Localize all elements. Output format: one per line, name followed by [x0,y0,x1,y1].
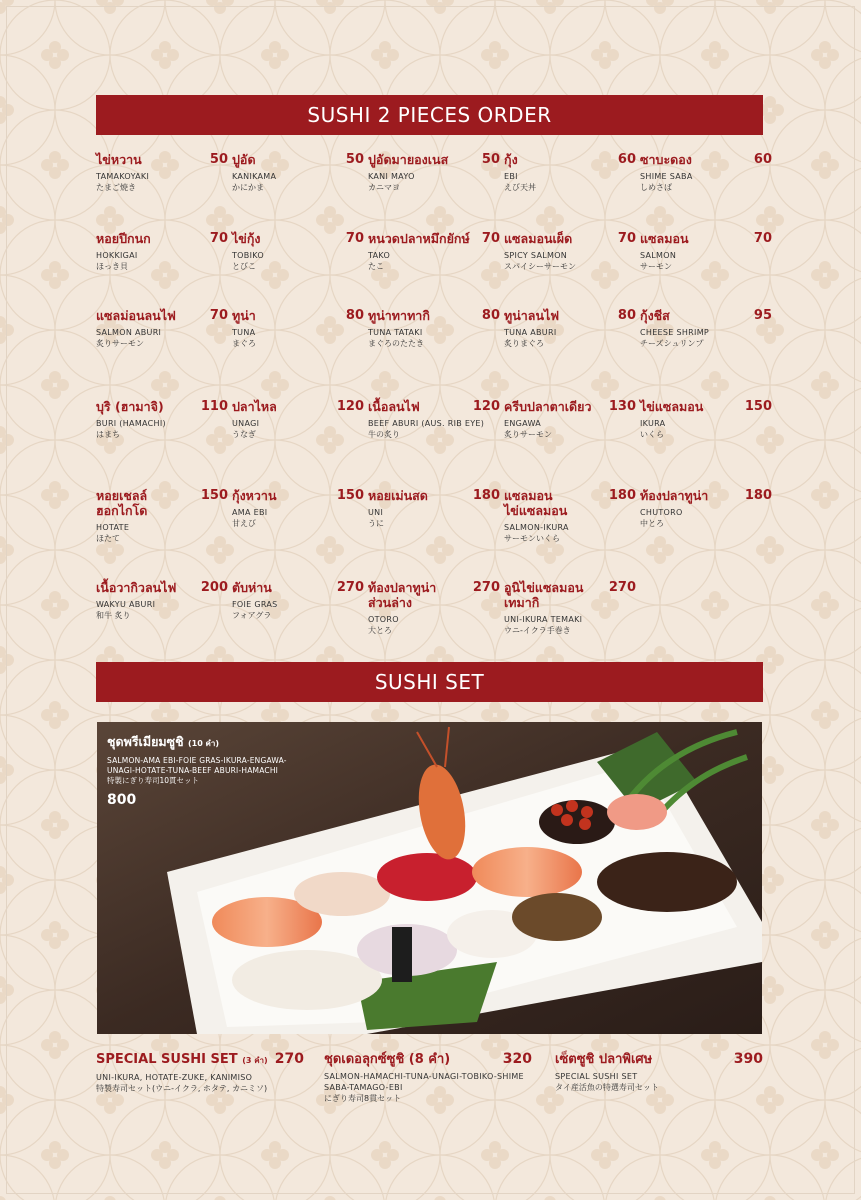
menu-item-price: 150 [336,488,364,503]
featured-set-japanese: 特製にぎり寿司10貫セット [107,776,200,785]
menu-item-header [96,231,228,246]
menu-item-header [640,488,772,503]
menu-item-english: TUNA TATAKI [368,328,423,337]
set-item-english: SPECIAL SUSHI SET [555,1072,638,1081]
menu-item [368,152,500,193]
menu-item-japanese: ウニ-イクラ手巻き [504,626,571,635]
menu-item-header [232,399,364,414]
menu-item-japanese: サーモン [640,262,672,271]
set-item-price: 390 [733,1051,763,1067]
menu-item-name: ครีบปลาตาเดียว [504,399,592,414]
menu-item-english: CHEESE SHRIMP [640,328,710,337]
menu-item-name: แซลมอน ไข่แซลมอน [504,488,568,518]
menu-item [504,152,636,193]
set-item-japanese: タイ産活魚の特選寿司セット [555,1083,659,1092]
menu-item-japanese: しめさば [640,183,672,192]
menu-item-price: 70 [617,231,636,246]
menu-item-name: เนื้อลนไฟ [368,399,420,414]
menu-item-english: UNAGI [232,419,260,428]
menu-item-japanese: えび天丼 [504,183,536,192]
featured-set-price: 800 [107,792,137,808]
menu-item-english: CHUTORO [640,508,683,517]
menu-item-price: 70 [209,231,228,246]
menu-item [640,308,772,349]
featured-set-name: ชุดพรีเมียมซูชิ [107,734,184,749]
set-item-name: เซ็ตซูชิ ปลาพิเศษ [555,1052,653,1067]
menu-item-header [504,580,636,610]
menu-item-english: OTORO [368,615,399,624]
menu-item-japanese: まぐろ [232,339,256,348]
menu-item-price: 270 [608,580,636,595]
menu-item-name: ทูน่าทาทากิ [368,308,430,323]
menu-item-english: BURI (HAMACHI) [96,419,166,428]
menu-item-english: SALMON ABURI [96,328,162,337]
menu-item [368,580,500,636]
menu-item-english: TUNA ABURI [504,328,557,337]
menu-item-name: อูนิไข่แซลมอน เทมากิ [504,580,584,610]
menu-item [640,152,772,193]
menu-item-price: 200 [200,580,228,595]
menu-item-header [232,308,364,323]
menu-item-japanese: 甘えび [232,519,256,528]
menu-item [96,308,228,349]
menu-item-price: 50 [481,152,500,167]
menu-item-price: 150 [200,488,228,503]
menu-item-english: SALMON-IKURA [504,523,569,532]
menu-item-name: หอยปีกนก [96,231,151,246]
menu-item-english: HOKKIGAI [96,251,138,260]
menu-item [640,399,772,440]
menu-item-name: กุ้ง [504,152,518,167]
menu-item-japanese: いくら [640,430,664,439]
menu-item-header [368,152,500,167]
menu-item-english: HOTATE [96,523,130,532]
menu-item-price: 80 [345,308,364,323]
menu-item [504,231,636,272]
menu-item-japanese: うに [368,519,384,528]
menu-item-name: บุริ (ฮามาจิ) [96,399,164,414]
menu-item-english: FOIE GRAS [232,600,278,609]
menu-item-japanese: ほっき貝 [96,262,128,271]
menu-item-english: KANIKAMA [232,172,277,181]
menu-item [640,231,772,272]
menu-item-name: หนวดปลาหมึกยักษ์ [368,231,470,246]
menu-item-price: 70 [481,231,500,246]
menu-item-header [504,152,636,167]
menu-item-name: ท้องปลาทูน่า [640,488,709,503]
menu-item-name: ท้องปลาทูน่า ส่วนล่าง [368,580,437,610]
menu-item-japanese: ほたて [96,534,120,543]
menu-item-name: กุ้งชีส [640,308,670,323]
menu-item-price: 130 [608,399,636,414]
menu-item [96,152,228,193]
menu-item-english: ENGAWA [504,419,542,428]
menu-item-header [368,308,500,323]
menu-item-header [232,580,364,595]
featured-set-title [107,732,307,752]
menu-item [232,308,364,349]
menu-item-name: หอยเม่นสด [368,488,428,503]
menu-item [368,488,500,529]
menu-item-price: 180 [472,488,500,503]
menu-item-header [232,231,364,246]
menu-item-header [504,399,636,414]
menu-item-header [640,308,772,323]
menu-item [232,152,364,193]
menu-item-name: หอยเชลล์ ฮอกไกโด [96,488,148,518]
sushi-set-photo [97,722,762,1034]
menu-item-japanese: はまち [96,430,120,439]
menu-item [368,399,500,440]
menu-item-english: UNI-IKURA TEMAKI [504,615,583,624]
menu-item-name: ไข่หวาน [96,152,142,167]
menu-item-japanese: まぐろのたたき [368,339,424,348]
menu-item-name: แซลม่อนลนไฟ [96,308,176,323]
menu-item-japanese: 炙りサーモン [96,339,144,348]
menu-item-english: AMA EBI [232,508,268,517]
menu-item-english: TUNA [232,328,256,337]
menu-item-japanese: たこ [368,262,384,271]
menu-item-japanese: 炙りサーモン [504,430,552,439]
menu-item-japanese: かにかま [232,183,264,192]
menu-item-japanese: うなぎ [232,430,256,439]
menu-item [232,231,364,272]
menu-item-english: SPICY SALMON [504,251,568,260]
set-item-price: 320 [502,1051,532,1067]
menu-item-english: EBI [504,172,518,181]
menu-item-price: 270 [472,580,500,595]
menu-item [96,231,228,272]
menu-item-japanese: スパイシーサーモン [504,262,576,271]
set-item-special-fish [555,1052,763,1093]
menu-item-english: SALMON [640,251,677,260]
menu-item-header [368,580,500,610]
section-title-sushi-set: SUSHI SET [96,662,763,702]
menu-item-header [368,488,500,503]
menu-item [96,488,228,544]
featured-set-english: SALMON-AMA EBI-FOIE GRAS-IKURA-ENGAWA-UNAGI-HOTATE-TUNA-BEEF ABURI-HAMACHI [107,756,287,775]
menu-item-price: 50 [209,152,228,167]
menu-item-english: IKURA [640,419,666,428]
set-item-japanese: 特製寿司セット(ウニ-イクラ, ホタテ, カニミソ) [96,1084,268,1093]
featured-set-count: (10 คำ) [187,739,220,748]
set-item-title [96,1052,268,1068]
set-item-header [324,1052,532,1067]
menu-item-price: 50 [345,152,364,167]
menu-item [96,580,228,621]
menu-item-price: 150 [744,399,772,414]
menu-item-price: 80 [617,308,636,323]
menu-item-japanese: 中とろ [640,519,664,528]
menu-item [96,399,228,440]
set-item-header [555,1052,763,1067]
menu-item-header [368,231,500,246]
set-item-deluxe [324,1052,532,1104]
set-item-english: SALMON-HAMACHI-TUNA-UNAGI-TOBIKO-SHIME SABA-TAMAGO-EBI [324,1072,524,1092]
menu-item [504,399,636,440]
menu-item-english: TAMAKOYAKI [96,172,150,181]
set-item-english: UNI-IKURA, HOTATE-ZUKE, KANIMISO [96,1073,253,1082]
menu-item-name: ปลาไหล [232,399,277,414]
menu-item-name: แซลมอน [640,231,689,246]
menu-item-header [96,152,228,167]
menu-item-english: BEEF ABURI (AUS. RIB EYE) [368,419,485,428]
menu-item-price: 180 [744,488,772,503]
menu-item-name: ทูน่า [232,308,256,323]
menu-item-english: WAKYU ABURI [96,600,156,609]
menu-item-price: 120 [472,399,500,414]
menu-item-name: ทูน่าลนไฟ [504,308,560,323]
menu-item-price: 70 [209,308,228,323]
menu-item-header [504,488,636,518]
menu-item-japanese: 牛の炙り [368,430,400,439]
menu-item-header [96,488,228,518]
menu-item [232,488,364,529]
menu-item-name: ไข่แซลมอน [640,399,704,414]
menu-item [368,308,500,349]
menu-item-header [96,580,228,595]
menu-item-japanese: フォアグラ [232,611,272,620]
menu-item [504,580,636,636]
menu-item-header [504,308,636,323]
menu-item-name: ตับห่าน [232,580,272,595]
menu-item-english: KANI MAYO [368,172,415,181]
menu-item-name: ปูอัด [232,152,256,167]
menu-item-english: TAKO [368,251,391,260]
menu-item-name: เนื้อวากิวลนไฟ [96,580,177,595]
menu-item-price: 70 [345,231,364,246]
menu-item-header [640,231,772,246]
menu-item-japanese: チーズシュリンプ [640,339,704,348]
menu-item-price: 80 [481,308,500,323]
menu-item [504,308,636,349]
menu-item-name: กุ้งหวาน [232,488,277,503]
menu-item-price: 70 [753,231,772,246]
set-item-name: SPECIAL SUSHI SET [96,1052,238,1067]
set-item-header [96,1052,304,1068]
menu-item-header [504,231,636,246]
menu-item-header [232,488,364,503]
menu-item [640,488,772,529]
set-item-special [96,1052,304,1094]
menu-item [368,231,500,272]
menu-item-japanese: たまご焼き [96,183,136,192]
menu-item-price: 120 [336,399,364,414]
menu-item-price: 110 [200,399,228,414]
menu-item-price: 60 [753,152,772,167]
menu-item [232,399,364,440]
menu-item-japanese: 炙りまぐろ [504,339,544,348]
menu-item-price: 270 [336,580,364,595]
menu-item-header [640,399,772,414]
menu-item-name: แซลมอนเผ็ด [504,231,573,246]
menu-item-header [368,399,500,414]
menu-item-header [96,399,228,414]
menu-item-english: SHIME SABA [640,172,693,181]
menu-item-name: ซาบะดอง [640,152,692,167]
menu-item-header [96,308,228,323]
menu-item [232,580,364,621]
menu-item-japanese: サーモンいくら [504,534,560,543]
section-title-sushi-pieces: SUSHI 2 PIECES ORDER [96,95,763,135]
menu-item-price: 95 [753,308,772,323]
menu-item-name: ไข่กุ้ง [232,231,261,246]
menu-item-price: 60 [617,152,636,167]
menu-item-japanese: 大とろ [368,626,392,635]
menu-item-english: UNI [368,508,384,517]
menu-item-japanese: とびこ [232,262,256,271]
set-item-japanese: にぎり寿司8貫セット [324,1094,402,1103]
menu-item-japanese: カニマヨ [368,183,400,192]
set-item-price: 270 [274,1051,304,1067]
featured-set-info [107,732,307,808]
menu-item [504,488,636,544]
menu-item-header [640,152,772,167]
set-item-count: (3 คำ) [242,1056,268,1065]
menu-item-name: ปูอัดมายองเนส [368,152,449,167]
menu-item-english: TOBIKO [232,251,264,260]
menu-item-japanese: 和牛 炙り [96,611,131,620]
menu-item-header [232,152,364,167]
menu-item-price: 180 [608,488,636,503]
set-item-name: ชุดเดอลุกซ์ซูชิ (8 คำ) [324,1052,451,1067]
